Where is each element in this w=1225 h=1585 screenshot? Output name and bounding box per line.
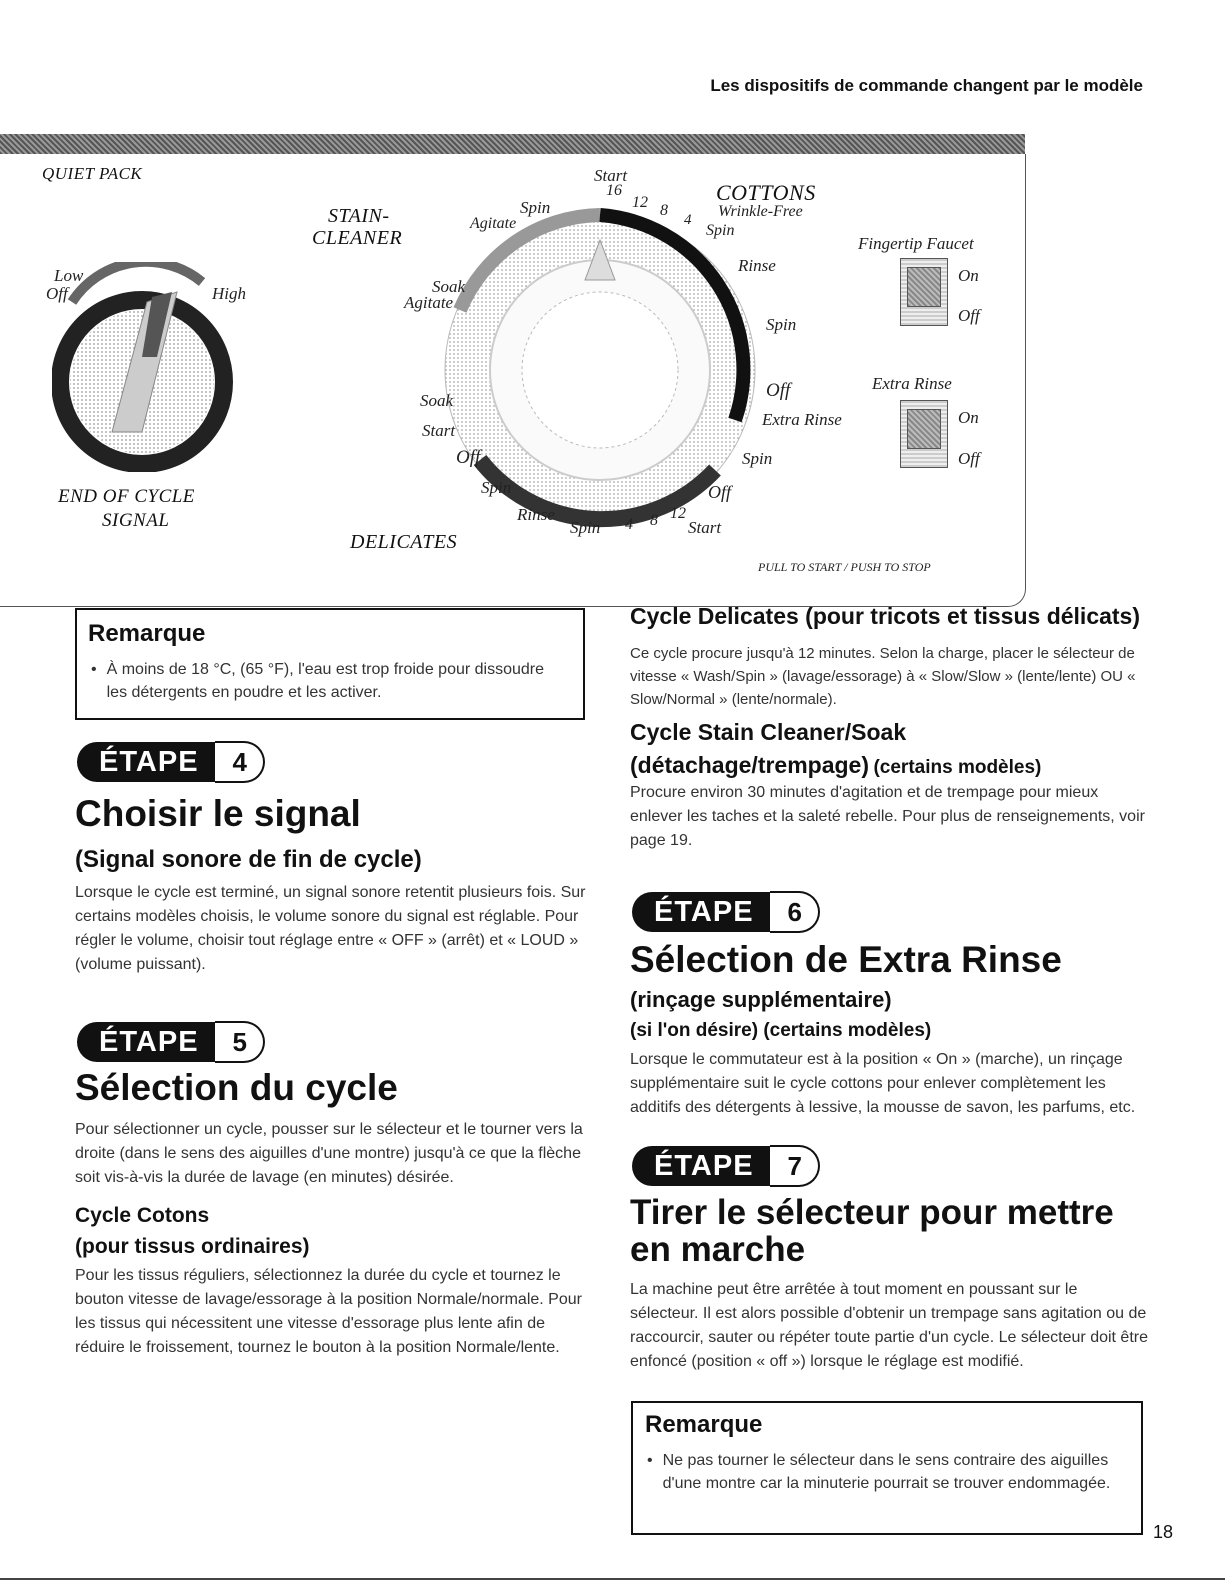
etape-5-badge bbox=[77, 1022, 265, 1062]
etape-number: 5 bbox=[215, 1021, 265, 1063]
dial-start-top: Start bbox=[594, 166, 628, 185]
extra-rinse-switch-label: Extra Rinse bbox=[872, 374, 952, 393]
dial-soak-left: Soak bbox=[420, 391, 454, 410]
section-signal bbox=[75, 794, 595, 977]
etape-number: 4 bbox=[215, 741, 265, 783]
extra-rinse-on-label: On bbox=[958, 408, 979, 427]
dial-wrinkle-free: Wrinkle-Free bbox=[718, 203, 803, 220]
dial-extra-rinse: Extra Rinse bbox=[762, 410, 842, 429]
dial-spin-wf: Spin bbox=[706, 222, 735, 239]
heading-stain-cleaner: Cycle Stain Cleaner/Soak bbox=[630, 719, 907, 745]
paragraph-tirer: La machine peut être arrêtée à tout moment en poussant sur le sélecteur. Il est alors possible d'obtenir un trempage sans agitation ou de raccourcir, sauter ou répéter toute partie d'un cycle. Le sélecteur doit être enfoncé (position « off ») lorsque le réglage est modifié. bbox=[630, 1281, 1148, 1370]
heading-delicates: Cycle Delicates (pour tricots et tissus délicats) bbox=[630, 603, 1141, 629]
dial-spin-lower-right: Spin bbox=[742, 449, 773, 468]
knob-low-label: Low bbox=[54, 266, 84, 285]
dial-off-right: Off bbox=[766, 380, 791, 401]
etape-6-badge bbox=[632, 892, 820, 932]
delicates-label: DELICATES bbox=[350, 531, 458, 553]
dial-spin-right: Spin bbox=[766, 315, 797, 334]
subheading-si-desire: (si l'on désire) (certains modèles) bbox=[630, 1020, 932, 1041]
subheading-rincage: (rinçage supplémentaire) bbox=[630, 987, 892, 1012]
etape-7-badge bbox=[632, 1146, 820, 1186]
note-bullet: • Ne pas tourner le sélecteur dans le sens contraire des aiguilles d'une montre car la minuterie pourrait se trouver endommagée. bbox=[647, 1449, 1121, 1495]
subheading-signal: (Signal sonore de fin de cycle) bbox=[75, 846, 422, 873]
stain-cleaner-label-1: STAIN- bbox=[328, 205, 390, 227]
note-title: Remarque bbox=[645, 1411, 763, 1438]
paragraph-delicates: Ce cycle procure jusqu'à 12 minutes. Selon la charge, placer le sélecteur de vitesse « Wash/Spin » (lavage/essorage) à « Slow/Slow » (lente/lente) OU « Slow/Normal » (lente/normale). bbox=[630, 645, 1136, 708]
bottom-rule bbox=[0, 1578, 1225, 1580]
subheading-cotons: (pour tissus ordinaires) bbox=[75, 1235, 310, 1258]
extra-rinse-off-label: Off bbox=[958, 449, 980, 468]
note-bullet: • À moins de 18 °C, (65 °F), l'eau est trop froide pour dissoudre les détergents en poudre et les activer. bbox=[91, 658, 567, 704]
note-text: Ne pas tourner le sélecteur dans le sens contraire des aiguilles d'une montre car la minuterie pourrait se trouver endommagée. bbox=[662, 1452, 1111, 1492]
end-of-cycle-label: END OF CYCLE bbox=[58, 486, 195, 507]
dial-8-bottom: 8 bbox=[650, 512, 658, 529]
page-header-title: Les dispositifs de commande changent par le modèle bbox=[710, 76, 1143, 95]
dial-off-left: Off bbox=[456, 447, 481, 468]
etape-number: 7 bbox=[770, 1145, 820, 1187]
heading-choisir-signal: Choisir le signal bbox=[75, 793, 361, 834]
section-cycle bbox=[75, 1068, 595, 1360]
stain-subheading bbox=[630, 752, 1150, 779]
etape-label: ÉTAPE bbox=[77, 1022, 215, 1062]
dial-start-bottom: Start bbox=[688, 518, 722, 537]
note-box-selector bbox=[631, 1401, 1143, 1535]
dial-off-lower: Off bbox=[708, 482, 732, 502]
dial-spin-bottom: Spin bbox=[570, 518, 601, 537]
dial-start-left: Start bbox=[422, 421, 456, 440]
dial-4-top: 4 bbox=[684, 212, 692, 228]
etape-4-badge bbox=[77, 742, 265, 782]
section-tirer bbox=[630, 1194, 1150, 1374]
etape-label: ÉTAPE bbox=[632, 1146, 770, 1186]
cottons-label: COTTONS bbox=[716, 180, 816, 205]
dial-soak-agitate-2: Agitate bbox=[404, 293, 454, 312]
dial-rinse: Rinse bbox=[738, 256, 776, 275]
knob-off-label: Off bbox=[46, 284, 68, 303]
fingertip-faucet-switch[interactable] bbox=[900, 258, 948, 326]
etape-number: 6 bbox=[770, 891, 820, 933]
etape-label: ÉTAPE bbox=[77, 742, 215, 782]
paragraph-stain: Procure environ 30 minutes d'agitation et de trempage pour mieux enlever les taches et la saleté rebelle. Pour plus de renseignements, voir page 19. bbox=[630, 784, 1145, 849]
etape-label: ÉTAPE bbox=[632, 892, 770, 932]
note-title: Remarque bbox=[88, 620, 206, 647]
dial-spin-bottom-left: Spin bbox=[481, 478, 512, 497]
dial-agitate-top: Agitate bbox=[470, 215, 517, 232]
dial-rinse-bottom: Rinse bbox=[517, 505, 555, 524]
note-box-water-temp bbox=[75, 608, 585, 720]
stain-subheading-2: (certains modèles) bbox=[873, 757, 1042, 778]
paragraph-cycle: Pour sélectionner un cycle, pousser sur le sélecteur et le tourner vers la droite (dans le sens des aiguilles d'une montre) jusqu'à ce que la flèche soit vis-à-vis la durée de lavage (en minutes) désirée. bbox=[75, 1121, 583, 1186]
control-panel-band bbox=[0, 134, 1025, 154]
stain-cleaner-label-2: CLEANER bbox=[312, 227, 403, 249]
page-number: 18 bbox=[1153, 1522, 1174, 1542]
heading-tirer-selecteur: Tirer le sélecteur pour mettre en marche bbox=[630, 1193, 1114, 1269]
note-text: À moins de 18 °C, (65 °F), l'eau est trop froide pour dissoudre les détergents en poudre et les activer. bbox=[106, 661, 545, 701]
knob-high-label: High bbox=[212, 284, 246, 303]
heading-cycle-cotons: Cycle Cotons bbox=[75, 1204, 210, 1227]
section-extra-rinse bbox=[630, 940, 1150, 1120]
fingertip-faucet-label: Fingertip Faucet bbox=[858, 234, 974, 253]
stain-subheading-1: (détachage/trempage) bbox=[630, 752, 870, 778]
heading-extra-rinse: Sélection de Extra Rinse bbox=[630, 939, 1062, 980]
dial-4-bottom: 4 bbox=[625, 516, 633, 533]
dial-16: 16 bbox=[606, 182, 622, 199]
paragraph-cotons: Pour les tissus réguliers, sélectionnez la durée du cycle et tournez le bouton vitesse de lavage/essorage à la position Normale/normale. Pour les tissus qui nécessitent une vitesse d'essorage plus lente afin de réduire le froissement, tournez le bouton à la position Normale/lente. bbox=[75, 1267, 582, 1356]
dial-8-top: 8 bbox=[660, 202, 668, 219]
pull-push-label: PULL TO START / PUSH TO STOP bbox=[758, 560, 931, 574]
dial-soak-agitate-1: Soak bbox=[432, 277, 466, 296]
paragraph-extra-rinse: Lorsque le commutateur est à la position « On » (marche), un rinçage supplémentaire suit le cycle cottons pour enlever complètement les additifs des détergents à lessive, la mousse de savon, les parfums, etc. bbox=[630, 1051, 1136, 1116]
faucet-on-label: On bbox=[958, 266, 979, 285]
paragraph-signal: Lorsque le cycle est terminé, un signal sonore retentit plusieurs fois. Sur certains modèles choisis, le volume sonore du signal est réglable. Pour régler le volume, choisir tout réglage entre « OFF » (arrêt) et « LOUD » (volume puissant). bbox=[75, 884, 586, 973]
faucet-off-label: Off bbox=[958, 306, 980, 325]
extra-rinse-switch[interactable] bbox=[900, 400, 948, 468]
section-delicates bbox=[630, 600, 1150, 853]
dial-12-top: 12 bbox=[632, 194, 648, 211]
quiet-pack-label: QUIET PACK bbox=[42, 164, 143, 183]
signal-label: SIGNAL bbox=[102, 510, 170, 531]
dial-spin-top: Spin bbox=[520, 198, 551, 217]
dial-12-bottom: 12 bbox=[670, 505, 686, 522]
heading-selection-cycle: Sélection du cycle bbox=[75, 1067, 398, 1108]
